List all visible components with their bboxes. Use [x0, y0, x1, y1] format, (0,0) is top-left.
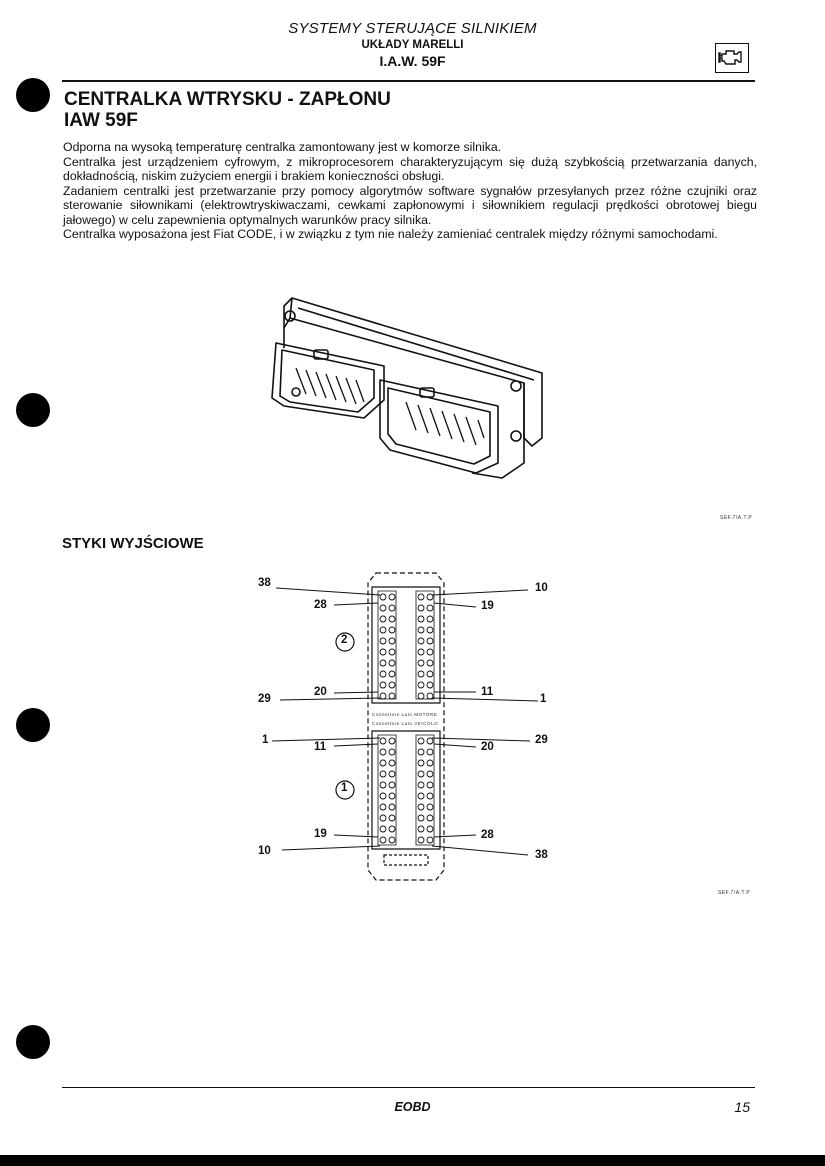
pin-hole-c2-4-1: [389, 638, 395, 644]
pin-hole-c2-3-0: [380, 627, 386, 633]
header-title: SYSTEMY STERUJĄCE SILNIKIEM: [288, 20, 537, 37]
pin-hole-c1-0-2: [418, 738, 424, 744]
footer-name: EOBD: [394, 1100, 431, 1114]
pin-hole-c2-5-0: [380, 649, 386, 655]
pin-hole-c2-4-2: [418, 638, 424, 644]
body-paragraph-1: Odporna na wysoką temperaturę centralka zamontowany jest w komorze silnika.: [63, 140, 502, 154]
pin-badge-1: 1: [341, 782, 348, 794]
pin-hole-c1-5-2: [418, 793, 424, 799]
pin-badge-2: 2: [341, 634, 348, 646]
pin-hole-c2-7-1: [389, 671, 395, 677]
pin-hole-c1-2-3: [427, 760, 433, 766]
pin-label-c2-20: 20: [314, 686, 327, 698]
pin-hole-c2-2-0: [380, 616, 386, 622]
pin-hole-c2-5-2: [418, 649, 424, 655]
pin-label-c1-38: 38: [535, 849, 548, 861]
pin-hole-c2-1-1: [389, 605, 395, 611]
pin-label-c2-1: 1: [540, 693, 547, 705]
pinout-figure-code: SEF.7/A.T.P: [718, 890, 751, 896]
pin-hole-c1-8-1: [389, 826, 395, 832]
pin-label-c2-38: 38: [258, 577, 271, 589]
pin-hole-c1-7-3: [427, 815, 433, 821]
pin-hole-c1-5-3: [427, 793, 433, 799]
punch-hole-bottom: [16, 1025, 50, 1059]
pin-hole-c2-3-1: [389, 627, 395, 633]
pin-hole-c2-2-2: [418, 616, 424, 622]
body-paragraph-3: Zadaniem centralki jest przetwarzanie przy pomocy algorytmów software sygnałów przesyłanych przez różne czujniki oraz sterowanie siłownikami (elektrowtryskiwaczami, cewkami zapłonowymi i siłownikiem regulacji prędkości obrotowej biegu jałowego) w celu zapewnienia optymalnych warunków pracy silnika.: [63, 183, 757, 227]
pin-hole-c1-1-2: [418, 749, 424, 755]
section-title-line2: IAW 59F: [64, 110, 138, 131]
pin-label-c1-29: 29: [535, 734, 548, 746]
pin-hole-c2-3-3: [427, 627, 433, 633]
page-number: 15: [734, 1099, 750, 1115]
pin-hole-c1-4-2: [418, 782, 424, 788]
pin-label-c2-19: 19: [481, 600, 494, 612]
pin-label-c2-28: 28: [314, 599, 327, 611]
pin-hole-c1-2-0: [380, 760, 386, 766]
pin-hole-c1-0-0: [380, 738, 386, 744]
pin-hole-c2-0-2: [418, 594, 424, 600]
body-paragraph-2: Centralka jest urządzeniem cyfrowym, z mikroprocesorem charakteryzującym się dużą szybkością przetwarzania danych, dokładnością, niskim zużyciem energii i brakiem konieczności obsługi.: [63, 154, 757, 183]
pin-hole-c1-4-3: [427, 782, 433, 788]
pin-hole-c1-8-3: [427, 826, 433, 832]
body-text: [63, 140, 757, 242]
body-paragraph-4: Centralka wyposażona jest Fiat CODE, i w związku z tym nie należy zamieniać centralek między różnymi samochodami.: [63, 227, 718, 241]
pin-hole-c2-0-0: [380, 594, 386, 600]
pin-hole-c1-8-0: [380, 826, 386, 832]
pin-hole-c1-6-1: [389, 804, 395, 810]
connector-label-veicolo: Connettore Lato VEICOLO: [372, 721, 439, 726]
pin-hole-c1-2-2: [418, 760, 424, 766]
pin-hole-c1-1-3: [427, 749, 433, 755]
pin-hole-c1-6-2: [418, 804, 424, 810]
pin-hole-c2-4-0: [380, 638, 386, 644]
pin-label-c1-28: 28: [481, 829, 494, 841]
pin-label-c1-1: 1: [262, 734, 269, 746]
pin-hole-c2-0-1: [389, 594, 395, 600]
pin-hole-c1-9-3: [427, 837, 433, 843]
engine-check-icon: [715, 43, 749, 73]
pin-hole-c2-7-0: [380, 671, 386, 677]
pin-hole-c1-2-1: [389, 760, 395, 766]
footer-rule: [62, 1087, 755, 1088]
pin-hole-c2-2-1: [389, 616, 395, 622]
pin-hole-c1-4-0: [380, 782, 386, 788]
pin-hole-c1-9-2: [418, 837, 424, 843]
pin-hole-c1-5-0: [380, 793, 386, 799]
pin-hole-c1-0-1: [389, 738, 395, 744]
pin-label-c1-10: 10: [258, 845, 271, 857]
pin-hole-c2-8-3: [427, 682, 433, 688]
pin-hole-c2-2-3: [427, 616, 433, 622]
pin-hole-c1-8-2: [418, 826, 424, 832]
pin-hole-c2-5-1: [389, 649, 395, 655]
pin-hole-c2-9-0: [380, 693, 386, 699]
pin-hole-c1-5-1: [389, 793, 395, 799]
pin-hole-c2-8-0: [380, 682, 386, 688]
connector-label-motore: Connettore Lato MOTORE: [372, 712, 438, 717]
pin-hole-c1-1-1: [389, 749, 395, 755]
pin-hole-c1-0-3: [427, 738, 433, 744]
punch-hole-top: [16, 78, 50, 112]
pin-hole-c1-7-2: [418, 815, 424, 821]
header-subtitle: UKŁADY MARELLI: [361, 39, 464, 51]
punch-hole-2: [16, 393, 50, 427]
pin-hole-c2-1-0: [380, 605, 386, 611]
section-title-line1: CENTRALKA WTRYSKU - ZAPŁONU: [64, 89, 391, 110]
pin-label-c1-19: 19: [314, 828, 327, 840]
pin-hole-c2-1-3: [427, 605, 433, 611]
pin-hole-c1-6-3: [427, 804, 433, 810]
pin-label-c2-29: 29: [258, 693, 271, 705]
pin-hole-c2-8-1: [389, 682, 395, 688]
ecu-figure-code: SEF.7/A.T.P: [720, 515, 753, 521]
pinout-diagram: [0, 565, 825, 895]
pin-label-c1-20: 20: [481, 741, 494, 753]
pin-hole-c2-9-1: [389, 693, 395, 699]
pin-hole-c1-6-0: [380, 804, 386, 810]
pin-hole-c2-7-3: [427, 671, 433, 677]
header-rule: [62, 80, 755, 82]
pin-hole-c2-6-2: [418, 660, 424, 666]
pin-hole-c1-1-0: [380, 749, 386, 755]
pinout-title: STYKI WYJŚCIOWE: [62, 535, 204, 552]
pin-hole-c2-6-3: [427, 660, 433, 666]
pin-hole-c1-3-2: [418, 771, 424, 777]
pin-hole-c1-7-0: [380, 815, 386, 821]
pin-hole-c2-6-0: [380, 660, 386, 666]
pin-hole-c2-8-2: [418, 682, 424, 688]
section-title: [64, 89, 391, 131]
pin-label-c2-10: 10: [535, 582, 548, 594]
pin-hole-c2-6-1: [389, 660, 395, 666]
pin-hole-c1-3-3: [427, 771, 433, 777]
pin-hole-c2-7-2: [418, 671, 424, 677]
pin-hole-c2-1-2: [418, 605, 424, 611]
pin-hole-c1-4-1: [389, 782, 395, 788]
pin-label-c2-11: 11: [481, 686, 494, 698]
header-model: I.A.W. 59F: [379, 53, 446, 69]
pin-hole-c1-3-1: [389, 771, 395, 777]
ecu-illustration: [262, 288, 562, 488]
pin-label-c1-11: 11: [314, 741, 327, 753]
pin-hole-c2-3-2: [418, 627, 424, 633]
pin-hole-c1-9-0: [380, 837, 386, 843]
pin-hole-c1-7-1: [389, 815, 395, 821]
pin-hole-c2-9-2: [418, 693, 424, 699]
scan-edge-bar: [0, 1155, 825, 1166]
pin-hole-c1-9-1: [389, 837, 395, 843]
pin-hole-c2-4-3: [427, 638, 433, 644]
pin-hole-c2-5-3: [427, 649, 433, 655]
pin-hole-c1-3-0: [380, 771, 386, 777]
